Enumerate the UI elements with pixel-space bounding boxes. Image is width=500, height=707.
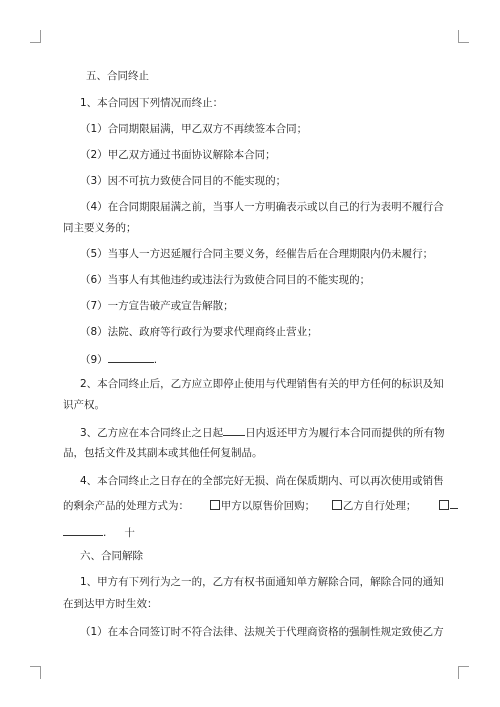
option-other-blank-a[interactable] [450,497,458,509]
cross-mark: 十 [124,527,135,539]
crop-mark-top-right [458,30,469,43]
option-self-handle-label: 乙方自行处理； [342,500,417,512]
clause-1: 1、本合同因下列情况而终止： [80,97,224,109]
checkbox-buyback[interactable] [210,500,220,510]
clause-2-line-1: 2、本合同终止后，乙方应立即停止使用与代理销售有关的甲方任何的标识及知 [80,378,444,390]
option-buyback-label: 甲方以原售价回购； [220,500,316,512]
clause-3-text-post: 日内返还甲方为履行本合同而提供的所有物 [245,427,445,439]
clause-1-item-5: （5）当事人一方迟延履行合同主要义务，经催告后在合理期限内仍未履行； [80,248,434,260]
clause-3-line-1 [80,424,445,440]
section-5-title: 五、合同终止 [86,70,149,82]
clause-4-line-1: 4、本合同终止之日存在的全部完好无损、尚在保质期内、可以再次使用或销售 [80,475,444,487]
checkbox-self-handle[interactable] [332,500,342,510]
crop-mark-top-left [30,30,41,43]
clause-3-line-2: 品，包括文件及其副本或其他任何复制品。 [63,447,263,459]
clause-1-item-7: （7）一方宣告破产或宣告解散； [80,300,234,312]
clause-1-item-6: （6）当事人有其他违约或违法行为致使合同目的不能实现的； [80,274,371,286]
clause-4-line-3 [63,524,135,540]
clause-2-line-2: 识产权。 [63,399,105,411]
clause-1-item-9 [80,351,157,367]
clause-4-line-2 [63,497,458,513]
option-other-blank-b[interactable] [63,524,103,536]
item-9-blank[interactable] [108,351,154,363]
clause-1-item-2: （2）甲乙双方通过书面协议解除本合同； [80,149,276,161]
checkbox-other[interactable] [439,500,449,510]
clause-1-item-1: （1）合同期限届满，甲乙双方不再续签本合同； [80,123,308,135]
item-9-suffix: . [153,354,158,366]
clause-1-item-3: （3）因不可抗力致使合同目的不能实现的； [80,175,287,187]
clause-3-text-pre: 3、乙方应在本合同终止之日起 [80,427,224,439]
clause-4-text-pre: 的剩余产品的处理方式为： [63,500,189,512]
crop-mark-bottom-left [30,666,41,679]
section-6-clause-1-line-1: 1、甲方有下列行为之一的，乙方有权书面通知单方解除合同，解除合同的通知 [80,576,444,588]
days-blank[interactable] [223,424,245,436]
section-6-clause-1-item-1: （1）在本合同签订时不符合法律、法规关于代理商资格的强制性规定致使乙方 [80,626,444,638]
clause-1-item-4-line-1: （4）在合同期限届满之前，当事人一方明确表示或以自己的行为表明不履行合 [80,201,444,213]
section-6-clause-1-line-2: 在到达甲方时生效： [63,598,158,610]
section-6-title: 六、合同解除 [80,550,143,562]
clause-1-item-8: （8）法院、政府等行政行为要求代理商终止营业； [80,326,318,338]
clause-4-suffix: . [103,527,107,539]
crop-mark-bottom-right [458,666,469,679]
item-9-prefix: （9） [80,354,108,366]
clause-1-item-4-line-2: 同主要义务的； [63,222,137,234]
